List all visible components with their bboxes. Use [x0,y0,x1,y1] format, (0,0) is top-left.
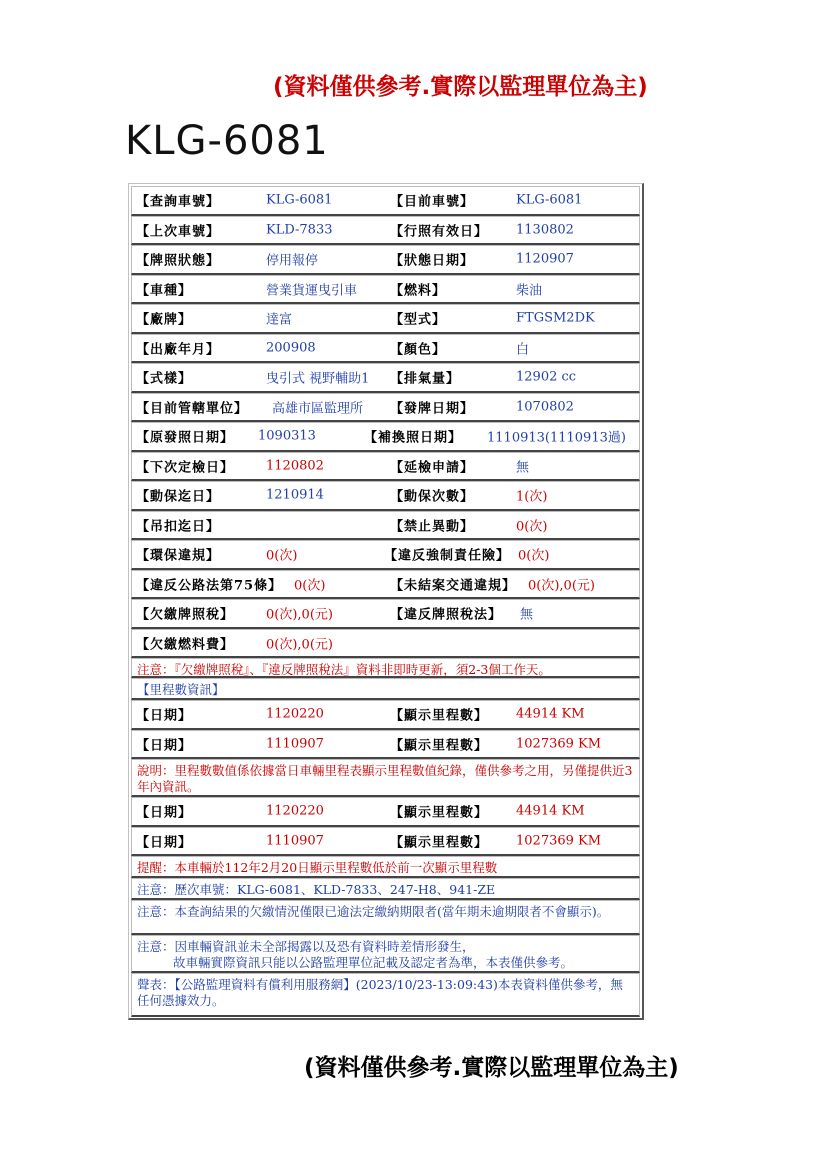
vehicle-record-table [128,183,644,1020]
table-row [131,245,640,275]
table-row [131,599,640,629]
field-value: 無 [520,607,534,623]
field-value: 44914 KM [516,803,585,819]
field-label: 【燃料】 [390,283,447,299]
field-label: 【廠牌】 [136,312,193,328]
field-label: 【禁止異動】 [390,519,475,535]
field-label: 【型式】 [390,312,447,328]
field-label: 【顯示里程數】 [390,708,489,724]
table-row [131,422,640,452]
field-value: 1110907 [266,833,324,849]
table-row [131,700,640,730]
table-row [131,540,640,570]
field-label: 【動保次數】 [390,489,475,505]
note-row [131,678,640,700]
field-value: 1120220 [266,706,324,722]
note-row [131,658,640,678]
disclaimer-bottom: (資料僅供參考.實際以監理單位為主) [304,1055,679,1081]
table-row [131,304,640,334]
table-row [131,629,640,659]
table-row [131,363,640,393]
field-label: 【未結案交通違規】 [390,578,517,594]
field-value: 1120907 [516,251,574,267]
field-value: 1110913(1110913過) [487,430,626,446]
field-value: 1130802 [516,222,574,238]
field-value: 1090313 [258,428,316,444]
field-label: 【違反公路法第75條】 [136,578,283,594]
table-row [131,186,640,216]
note-text: 注意：因車輛資訊並未全部揭露以及恐有資料時差情形發生， [137,939,475,954]
field-value: 曳引式 視野輔助1 [266,371,370,387]
field-value: KLD-7833 [266,222,333,238]
table-row [131,511,640,541]
table-row [131,216,640,246]
note-text: 說明：里程數數值係依據當日車輛里程表顯示里程數值紀錄，僅供參考之用，另僅提供近3年內資訊。 [137,763,633,794]
table-row [131,393,640,423]
field-value: 白 [516,342,530,358]
field-label: 【查詢車號】 [136,194,221,210]
field-label: 【欠繳燃料費】 [136,637,235,653]
note-row [131,856,640,878]
field-value: 0(次),0(元) [266,607,333,623]
field-label: 【車種】 [136,283,193,299]
field-value: 44914 KM [516,706,585,722]
field-value: 高雄市區監理所 [272,401,364,417]
field-label: 【目前管轄單位】 [136,401,249,417]
note-text: 提醒：本車輛於112年2月20日顯示里程數低於前一次顯示里程數 [137,860,498,875]
field-label: 【欠繳牌照稅】 [136,607,235,623]
table-row [131,275,640,305]
field-label: 【顯示里程數】 [390,738,489,754]
field-value: FTGSM2DK [516,310,595,326]
field-value: 12902 cc [516,369,577,385]
note-text: 注意：本查詢結果的欠繳情況僅限已逾法定繳納期限者(當年期未逾期限者不會顯示)。 [137,904,610,919]
note-text: 注意：『欠繳牌照稅』、『違反牌照稅法』資料非即時更新，須2-3個工作天。 [137,662,551,677]
field-label: 【排氣量】 [390,371,461,387]
field-value: 無 [516,460,530,476]
field-label: 【行照有效日】 [390,224,489,240]
field-value: 1110907 [266,736,324,752]
field-value: 柴油 [516,283,543,299]
field-label: 【出廠年月】 [136,342,221,358]
field-value: 1027369 KM [516,736,602,752]
field-value: 0(次) [294,578,326,594]
note-text: 故車輛實際資訊只能以公路監理單位記載及認定者為準，本表僅供參考。 [173,955,574,970]
field-label: 【下次定檢日】 [136,460,235,476]
note-text: 聲表：【公路監理資料有償利用服務網】(2023/10/23-13:09:43)本表資料僅供參考，無任何憑據效力。 [137,977,623,1008]
field-label: 【式樣】 [136,371,193,387]
field-label: 【日期】 [136,805,193,821]
field-label: 【顏色】 [390,342,447,358]
field-label: 【牌照狀態】 [136,253,221,269]
table-row [131,827,640,857]
note-row [131,759,640,797]
note-text: 【里程數資訊】 [137,682,225,697]
field-label: 【違反強制責任險】 [384,548,511,564]
field-label: 【動保迄日】 [136,489,221,505]
field-value: 0(次) [516,519,548,535]
field-label: 【發牌日期】 [390,401,475,417]
field-value: 達富 [266,312,293,328]
field-label: 【違反牌照稅法】 [390,607,503,623]
table-row [131,452,640,482]
note-text: 注意：歷次車號：KLG-6081、KLD-7833、247-H8、941-ZE [137,882,496,897]
field-value: 0(次) [518,548,550,564]
field-label: 【上次車號】 [136,224,221,240]
field-label: 【顯示里程數】 [390,805,489,821]
note-row [131,973,640,1017]
field-value: 1210914 [266,487,324,503]
field-label: 【原發照日期】 [136,430,235,446]
table-row [131,797,640,827]
field-value: 0(次),0(元) [266,637,333,653]
table-row [131,730,640,760]
table-row [131,481,640,511]
field-label: 【吊扣迄日】 [136,519,221,535]
note-row [131,878,640,900]
note-row [131,900,640,935]
field-label: 【日期】 [136,738,193,754]
field-label: 【環保違規】 [136,548,221,564]
plate-number-title: KLG-6081 [125,118,329,164]
field-label: 【日期】 [136,835,193,851]
field-value: 1070802 [516,399,574,415]
field-label: 【補換照日期】 [364,430,463,446]
field-value: 0(次) [266,548,298,564]
field-value: 0(次),0(元) [528,578,595,594]
field-label: 【狀態日期】 [390,253,475,269]
field-value: KLG-6081 [516,192,583,208]
field-value: 1120220 [266,803,324,819]
table-row [131,334,640,364]
field-value: 1(次) [516,489,548,505]
table-row [131,570,640,600]
disclaimer-top: (資料僅供參考.實際以監理單位為主) [273,74,648,100]
field-value: 停用報停 [266,253,319,269]
note-row [131,935,640,973]
field-value: 200908 [266,340,316,356]
field-value: 1120802 [266,458,324,474]
field-label: 【目前車號】 [390,194,475,210]
field-label: 【顯示里程數】 [390,835,489,851]
field-value: 1027369 KM [516,833,602,849]
field-label: 【日期】 [136,708,193,724]
field-value: KLG-6081 [266,192,333,208]
field-value: 營業貨運曳引車 [266,283,358,299]
field-label: 【延檢申請】 [390,460,475,476]
